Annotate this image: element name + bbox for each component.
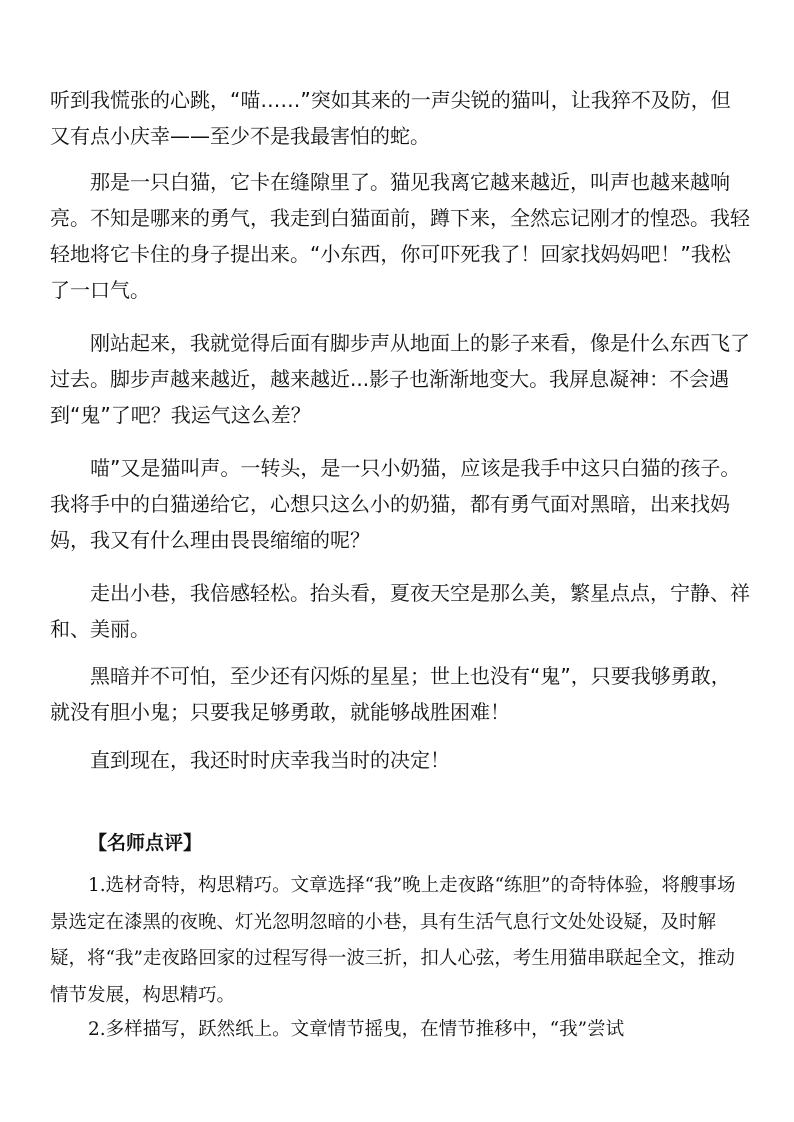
review-point-2: 2.多样描写，跃然纸上。文章情节摇曳，在情节推移中，“我”尝试: [88, 1019, 625, 1040]
review-heading: 【名师点评】: [88, 832, 203, 854]
paragraph-1: 听到我慌张的心跳，“喵……”突如其来的一声尖锐的猫叫，让我猝不及防，但又有点小庆幸——至少不是我最害怕的蛇。: [50, 88, 731, 148]
paragraph-6: 黑暗并不可怕，至少还有闪烁的星星；世上也没有“鬼”，只要我够勇敢，就没有胆小鬼；只要我足够勇敢，就能够战胜困难！: [50, 664, 731, 724]
paragraph-2: 那是一只白猫，它卡在缝隙里了。猫见我离它越来越近，叫声也越来越响亮。不知是哪来的勇气，我走到白猫面前，蹲下来，全然忘记刚才的惶恐。我轻轻地将它卡住的身子提出来。“小东西，你可吓死我了！回家找妈妈吧！”我松了一口气。: [50, 170, 750, 302]
review-point-1: 1.选材奇特，构思精巧。文章选择“我”晚上走夜路“练胆”的奇特体验，将艘事场景选定在漆黑的夜晚、灯光忽明忽暗的小巷，具有生活气息行文处处设疑，及时解疑，将“我”走夜路回家的过程写得一波三折，扣人心弦，考生用猫串联起全文，推动情节发展，构思精巧。: [50, 875, 736, 1006]
paragraph-5: 走出小巷，我倍感轻松。抬头看，夏夜天空是那么美，繁星点点，宁静、祥和、美丽。: [50, 581, 750, 641]
paragraph-3: 刚站起来，我就觉得后面有脚步声从地面上的影子来看，像是什么东西飞了过去。脚步声越来越近，越来越近...影子也渐渐地变大。我屏息凝神：不会遇到“鬼”了吧？我运气这么差？: [50, 331, 750, 427]
paragraph-4: 喵”又是猫叫声。一转头，是一只小奶猫，应该是我手中这只白猫的孩子。我将手中的白猫递给它，心想只这么小的奶猫，都有勇气面对黑暗，出来找妈妈，我又有什么理由畏畏缩缩的呢？: [50, 456, 741, 552]
paragraph-7: 直到现在，我还时时庆幸我当时的决定！: [90, 748, 450, 772]
